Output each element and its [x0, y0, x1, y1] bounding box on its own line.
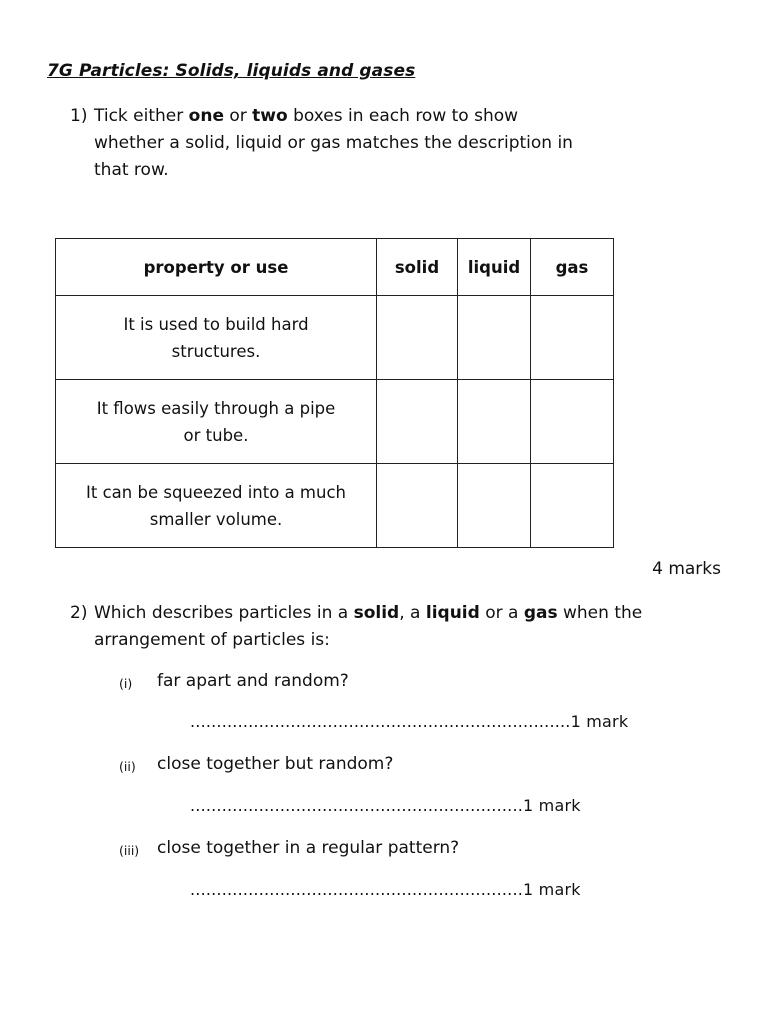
q2-text-part: Which describes particles in a [94, 603, 354, 623]
row-2-liquid-tick-box[interactable] [458, 380, 531, 464]
question-1-line-3: that row. [94, 160, 169, 180]
table-header-row [56, 239, 614, 296]
question-1 [70, 103, 670, 184]
header-liquid: liquid [458, 239, 531, 296]
table-row [56, 464, 614, 548]
question-2-line-2: arrangement of particles is: [94, 630, 330, 650]
row-3-description [56, 464, 377, 548]
part-ii-answer-line[interactable]: ...............................................................1 mark [190, 796, 581, 815]
part-i-numeral: (i) [119, 676, 133, 691]
row-2-solid-tick-box[interactable] [377, 380, 458, 464]
row-1-liquid-tick-box[interactable] [458, 296, 531, 380]
row-1-line-2: structures. [171, 341, 261, 361]
part-ii-question: close together but random? [157, 754, 394, 774]
row-3-solid-tick-box[interactable] [377, 464, 458, 548]
question-2-line-1 [94, 600, 720, 627]
question-2-number: 2) [70, 603, 88, 623]
question-1-line-2: whether a solid, liquid or gas matches the description in [94, 133, 573, 153]
part-iii-question: close together in a regular pattern? [157, 838, 460, 858]
part-iii-answer-line[interactable]: ...............................................................1 mark [190, 880, 581, 899]
table-row [56, 380, 614, 464]
row-1-gas-tick-box[interactable] [531, 296, 614, 380]
q2-text-part: when the [557, 603, 643, 623]
q2-emphasis-gas: gas [523, 603, 558, 623]
q1-text-part: or [223, 106, 253, 126]
question-1-text [94, 103, 670, 184]
header-gas: gas [531, 239, 614, 296]
row-3-line-2: smaller volume. [149, 509, 283, 529]
question-1-line-1 [94, 103, 670, 130]
q2-emphasis-solid: solid [353, 603, 400, 623]
question-2 [70, 600, 720, 654]
q1-text-part: Tick either [94, 106, 189, 126]
question-1-marks: 4 marks [652, 559, 721, 579]
page-title: 7G Particles: Solids, liquids and gases [47, 61, 416, 81]
row-3-gas-tick-box[interactable] [531, 464, 614, 548]
row-2-line-1: It flows easily through a pipe [96, 398, 336, 418]
q2-emphasis-liquid: liquid [425, 603, 480, 623]
header-property: property or use [56, 239, 377, 296]
row-2-line-2: or tube. [183, 425, 249, 445]
q2-text-part: , a [399, 603, 426, 623]
row-1-solid-tick-box[interactable] [377, 296, 458, 380]
table-row [56, 296, 614, 380]
row-2-description [56, 380, 377, 464]
row-2-gas-tick-box[interactable] [531, 380, 614, 464]
question-1-number: 1) [70, 106, 88, 126]
part-ii-numeral: (ii) [119, 759, 136, 774]
question-2-text [94, 600, 720, 654]
part-iii-numeral: (iii) [119, 843, 140, 858]
properties-table [55, 238, 614, 548]
q1-emphasis-one: one [188, 106, 224, 126]
row-1-line-1: It is used to build hard [123, 314, 309, 334]
row-1-description [56, 296, 377, 380]
part-i-answer-line[interactable]: ........................................................................1 mark [190, 712, 629, 731]
row-3-liquid-tick-box[interactable] [458, 464, 531, 548]
row-3-line-1: It can be squeezed into a much [86, 482, 346, 502]
part-i-question: far apart and random? [157, 671, 349, 691]
q1-emphasis-two: two [252, 106, 288, 126]
header-solid: solid [377, 239, 458, 296]
q2-text-part: or a [479, 603, 524, 623]
q1-text-part: boxes in each row to show [287, 106, 519, 126]
